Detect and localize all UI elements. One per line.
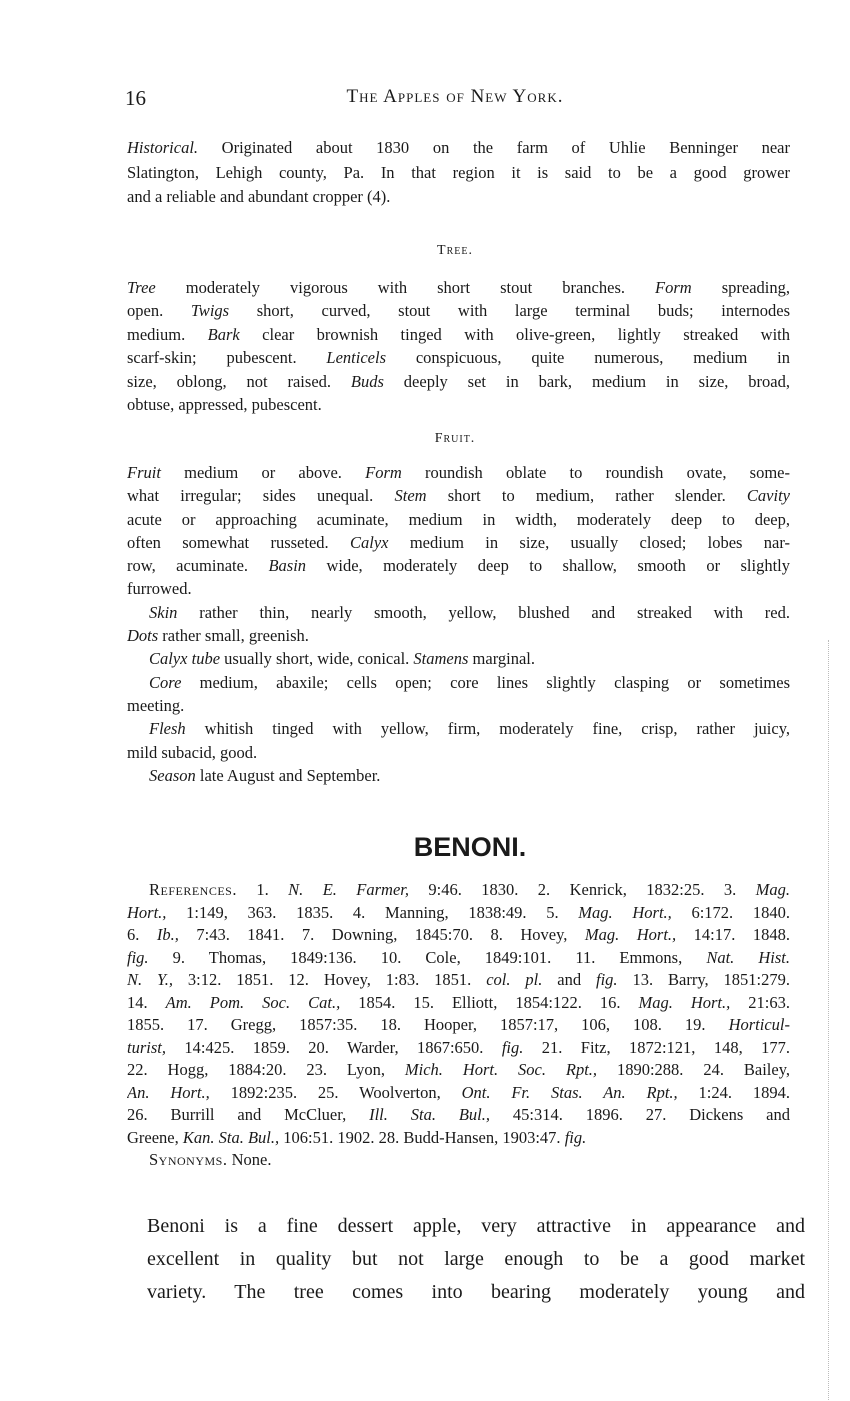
text-line bbox=[127, 346, 790, 369]
text-run: wide, moderately deep to shallow, smooth or slightly bbox=[306, 556, 790, 576]
text-run: Originated about 1830 on the farm of Uhlie Benninger near bbox=[198, 138, 790, 157]
text-line bbox=[127, 276, 790, 299]
italic-term: Core bbox=[149, 672, 182, 692]
text-run: usually short, wide, conical. bbox=[220, 649, 414, 669]
text-line bbox=[127, 947, 790, 970]
text-line bbox=[127, 1104, 790, 1127]
small-caps-label: References. bbox=[149, 880, 237, 899]
tree-description bbox=[127, 276, 790, 416]
text-run: mild subacid, good. bbox=[127, 742, 258, 762]
text-run: roundish oblate to roundish ovate, some- bbox=[401, 463, 790, 482]
running-title: The Apples of New York. bbox=[346, 86, 564, 107]
italic-term: Kan. Sta. Bul., bbox=[182, 1127, 280, 1147]
text-line bbox=[127, 461, 790, 484]
italic-term: Buds bbox=[350, 371, 384, 391]
text-run: rather thin, nearly smooth, yellow, blushed and streaked with red. bbox=[177, 602, 790, 622]
italic-term: Cavity bbox=[746, 486, 790, 506]
text-line bbox=[127, 554, 790, 577]
text-run: obtuse, appressed, pubescent. bbox=[127, 395, 322, 415]
text-run: 26. Burrill and McCluer, bbox=[127, 1105, 370, 1124]
text-run: deeply set in bark, medium in size, broad, bbox=[383, 371, 790, 391]
italic-term: N. E. Farmer, bbox=[288, 880, 410, 899]
text-run: 9:46. 1830. 2. Kenrick, 1832:25. 3. bbox=[409, 880, 756, 899]
text-line bbox=[127, 136, 790, 161]
page-number: 16 bbox=[125, 86, 146, 110]
text-run: excellent in quality but not large enough to be a good market bbox=[147, 1248, 805, 1270]
text-run: medium in size, usually closed; lobes nar- bbox=[388, 532, 790, 552]
italic-term: An. Hort., bbox=[127, 1082, 210, 1102]
italic-term: fig. bbox=[127, 947, 149, 967]
text-run: 14:425. 1859. 20. Warder, 1867:650. bbox=[165, 1037, 502, 1057]
small-caps-label: Synonyms. bbox=[149, 1150, 228, 1169]
text-line bbox=[127, 601, 790, 624]
text-line bbox=[127, 1082, 790, 1105]
italic-term: Hort., bbox=[127, 902, 167, 922]
text-run: often somewhat russeted. bbox=[127, 532, 351, 552]
text-run: acute or approaching acuminate, medium in width, moderately deep to deep, bbox=[127, 509, 790, 529]
text-run: 1. bbox=[236, 880, 289, 899]
text-run: short, curved, stout with large terminal buds; internodes bbox=[229, 301, 790, 321]
text-run: Greene, bbox=[127, 1127, 183, 1147]
text-run: 106:51. 1902. 28. Budd-Hansen, 1903:47. bbox=[279, 1127, 565, 1147]
text-line bbox=[127, 764, 790, 787]
text-run: rather small, greenish. bbox=[158, 626, 309, 646]
text-run: marginal. bbox=[468, 649, 536, 669]
italic-term: Form bbox=[365, 463, 402, 482]
text-run: 14. bbox=[127, 992, 166, 1012]
text-run: 6:172. 1840. bbox=[671, 902, 790, 922]
text-run: whitish tinged with yellow, firm, moderately fine, crisp, rather juicy, bbox=[185, 719, 790, 739]
text-run: 6. bbox=[127, 925, 157, 944]
text-run: Slatington, Lehigh county, Pa. In that region it is said to be a good grower bbox=[127, 162, 790, 182]
italic-term: Season bbox=[149, 765, 196, 785]
italic-term: Am. Pom. Soc. Cat., bbox=[165, 992, 341, 1012]
text-line bbox=[127, 969, 790, 992]
references-list bbox=[127, 879, 790, 1172]
text-run: meeting. bbox=[127, 695, 185, 715]
italic-term: Dots bbox=[127, 626, 159, 646]
text-line bbox=[127, 924, 790, 947]
text-run: moderately vigorous with short stout branches. bbox=[155, 278, 656, 297]
text-run: 7:43. 1841. 7. Downing, 1845:70. 8. Hovey, bbox=[178, 925, 585, 944]
text-line bbox=[127, 531, 790, 554]
text-run: what irregular; sides unequal. bbox=[127, 486, 395, 506]
text-line bbox=[127, 717, 790, 740]
italic-term: Nat. Hist. bbox=[706, 947, 790, 967]
italic-term: Mag. Hort., bbox=[638, 992, 731, 1012]
fruit-description bbox=[127, 461, 790, 787]
italic-term: Form bbox=[655, 278, 692, 297]
text-run: 22. Hogg, 1884:20. 23. Lyon, bbox=[127, 1060, 405, 1079]
text-run: 1855. 17. Gregg, 1857:35. 18. Hooper, 1857:17, 106, 108. 19. bbox=[127, 1015, 729, 1034]
text-line bbox=[127, 577, 790, 600]
text-run: row, acuminate. bbox=[127, 556, 269, 576]
text-line bbox=[127, 508, 790, 531]
text-run: late August and September. bbox=[195, 765, 381, 785]
text-line bbox=[127, 879, 790, 902]
text-line bbox=[127, 694, 790, 717]
text-line bbox=[127, 992, 790, 1015]
variety-title: BENONI. bbox=[413, 832, 527, 862]
text-line bbox=[127, 1127, 790, 1150]
text-run: and a reliable and abundant cropper (4). bbox=[127, 187, 391, 206]
text-run: 1854. 15. Elliott, 1854:122. 16. bbox=[340, 992, 639, 1012]
text-run: short to medium, rather slender. bbox=[426, 486, 747, 506]
text-line bbox=[147, 1243, 805, 1276]
section-heading-tree: Tree. bbox=[437, 243, 473, 258]
text-line bbox=[127, 647, 790, 670]
text-line bbox=[127, 1059, 790, 1082]
text-run: variety. The tree comes into bearing moderately young and bbox=[147, 1281, 805, 1303]
italic-term: Fruit bbox=[127, 463, 161, 482]
text-line bbox=[127, 323, 790, 346]
text-run: conspicuous, quite numerous, medium in bbox=[386, 348, 790, 368]
text-run: 3:12. 1851. 12. Hovey, 1:83. 1851. bbox=[172, 970, 487, 989]
italic-term: Horticul- bbox=[728, 1015, 790, 1034]
text-run: clear brownish tinged with olive-green, lightly streaked with bbox=[239, 324, 790, 344]
text-run: medium, abaxile; cells open; core lines slightly clasping or sometimes bbox=[181, 672, 790, 692]
italic-term: Tree bbox=[127, 278, 156, 297]
text-run: size, oblong, not raised. bbox=[127, 371, 351, 391]
italic-term: turist, bbox=[127, 1037, 166, 1057]
italic-term: Skin bbox=[149, 602, 178, 622]
body-paragraph bbox=[147, 1210, 805, 1309]
italic-term: N. Y., bbox=[127, 970, 173, 989]
text-run: open. bbox=[127, 301, 191, 321]
text-line bbox=[127, 393, 790, 416]
text-run: 1890:288. 24. Bailey, bbox=[597, 1060, 790, 1079]
italic-term: Ill. Sta. Bul., bbox=[369, 1105, 490, 1124]
text-run: medium or above. bbox=[160, 463, 366, 482]
italic-term: Ib., bbox=[156, 925, 179, 944]
italic-term: Calyx tube bbox=[149, 649, 221, 669]
italic-term: Basin bbox=[268, 556, 307, 576]
text-run: 14:17. 1848. bbox=[676, 925, 790, 944]
italic-term: Flesh bbox=[149, 719, 186, 739]
italic-term: Stamens bbox=[413, 649, 469, 669]
italic-term: Stem bbox=[394, 486, 427, 506]
text-line bbox=[127, 902, 790, 925]
italic-term: Calyx bbox=[350, 532, 389, 552]
historical-paragraph bbox=[127, 136, 790, 210]
text-run: 13. Barry, 1851:279. bbox=[617, 970, 790, 989]
italic-term: fig. bbox=[596, 970, 618, 989]
italic-term: Mag. bbox=[755, 880, 790, 899]
text-run: None. bbox=[227, 1150, 272, 1169]
text-line bbox=[127, 671, 790, 694]
text-line bbox=[127, 484, 790, 507]
text-run: medium. bbox=[127, 324, 208, 344]
italic-term: Twigs bbox=[190, 301, 230, 321]
scan-margin-edge bbox=[828, 640, 830, 1400]
section-heading-fruit: Fruit. bbox=[434, 431, 476, 446]
text-line bbox=[127, 370, 790, 393]
text-run: 1:149, 363. 1835. 4. Manning, 1838:49. 5. bbox=[166, 902, 579, 922]
text-line bbox=[127, 1014, 790, 1037]
text-line bbox=[127, 185, 790, 210]
italic-term: fig. bbox=[564, 1127, 587, 1147]
text-line bbox=[127, 1149, 790, 1172]
text-line bbox=[127, 624, 790, 647]
italic-term: Ont. Fr. Stas. An. Rpt., bbox=[461, 1082, 678, 1102]
text-line bbox=[147, 1276, 805, 1309]
italic-term: Historical. bbox=[127, 138, 199, 157]
text-run: 1892:235. 25. Woolverton, bbox=[209, 1082, 462, 1102]
italic-term: Mag. Hort., bbox=[578, 902, 672, 922]
text-run: spreading, bbox=[691, 278, 790, 297]
italic-term: Lenticels bbox=[326, 348, 386, 368]
text-run: 21. Fitz, 1872:121, 148, 177. bbox=[523, 1037, 790, 1057]
text-line bbox=[127, 299, 790, 322]
italic-term: Mag. Hort., bbox=[584, 925, 677, 944]
italic-term: fig. bbox=[501, 1037, 524, 1057]
text-run: scarf-skin; pubescent. bbox=[127, 348, 327, 368]
text-run: 9. Thomas, 1849:136. 10. Cole, 1849:101. 11. Emmons, bbox=[148, 947, 707, 967]
text-run: furrowed. bbox=[127, 579, 192, 599]
italic-term: col. pl. bbox=[486, 970, 543, 989]
text-line bbox=[147, 1210, 805, 1243]
text-line bbox=[127, 741, 790, 764]
text-run: 45:314. 1896. 27. Dickens and bbox=[490, 1105, 790, 1124]
italic-term: Mich. Hort. Soc. Rpt., bbox=[404, 1060, 598, 1079]
text-line bbox=[127, 161, 790, 186]
text-run: Benoni is a fine dessert apple, very attractive in appearance and bbox=[147, 1215, 805, 1237]
text-run: 1:24. 1894. bbox=[677, 1082, 790, 1102]
text-run: 21:63. bbox=[730, 992, 790, 1012]
text-run: and bbox=[542, 970, 597, 989]
italic-term: Bark bbox=[207, 324, 240, 344]
text-line bbox=[127, 1037, 790, 1060]
